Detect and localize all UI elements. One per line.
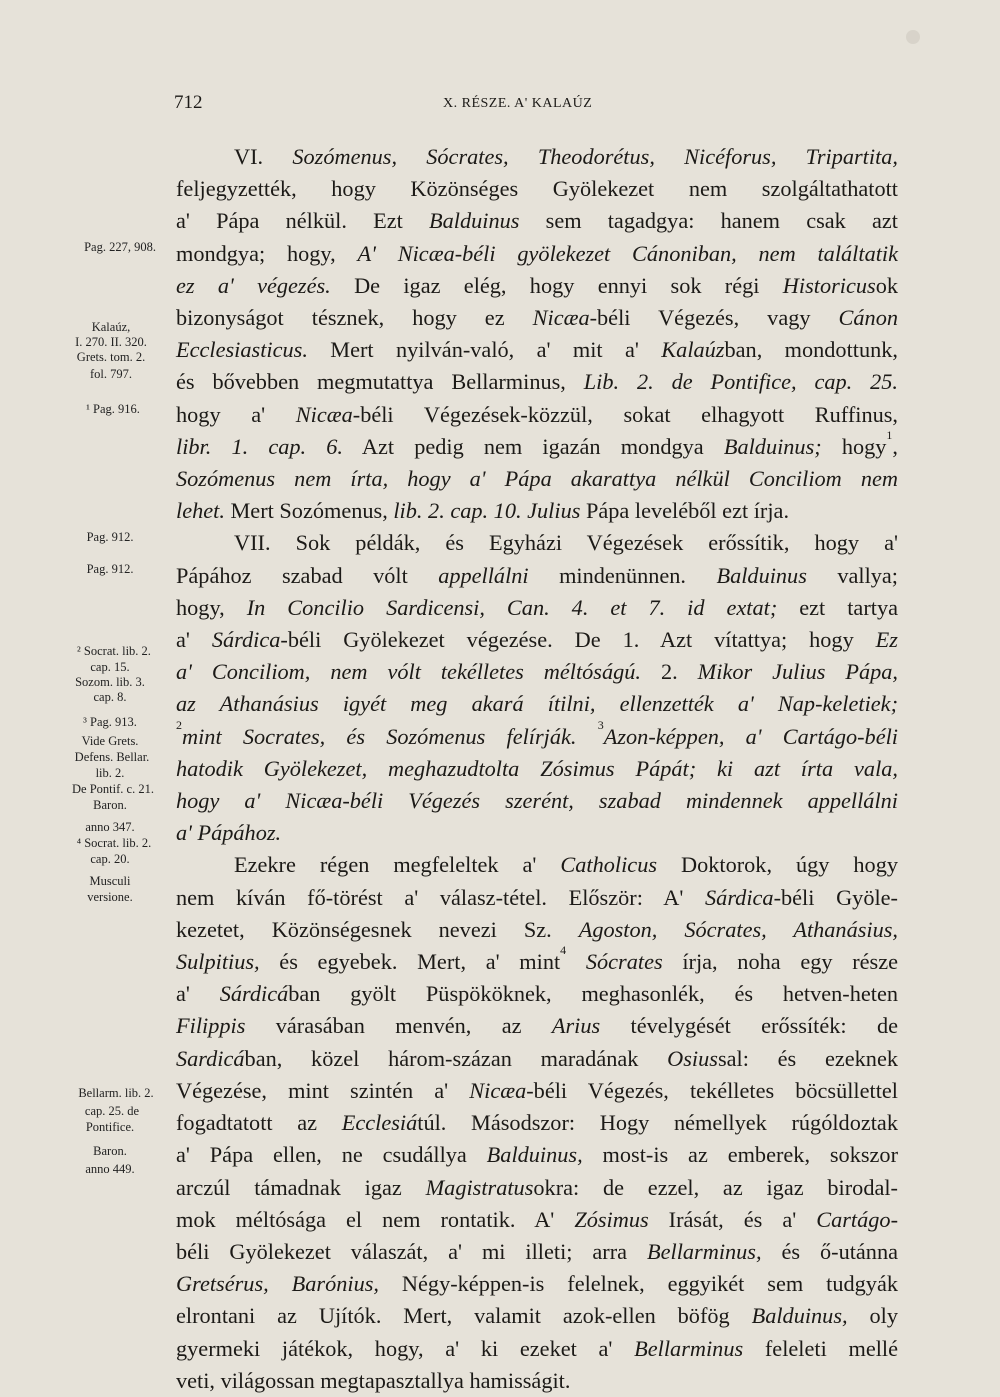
text-segment: Sulpitius, (176, 949, 260, 975)
margin-note: Pag. 912. (86, 530, 134, 544)
text-segment: túl. Másodszor: Hogy némellyek rúgóldoztak (417, 1110, 898, 1136)
text-segment: Mert nyilván-való, a' mit a' (307, 337, 662, 363)
text-line (176, 141, 898, 173)
text-segment: Lib. 2. de Pontifice, cap. 25. (583, 369, 898, 395)
text-segment: Sárdicá (219, 981, 289, 1007)
text-segment: , (892, 433, 898, 459)
text-segment: Nicæa (295, 401, 353, 427)
text-line (176, 1365, 898, 1397)
text-segment: Sócrates (585, 949, 663, 975)
margin-note: ² Socrat. lib. 2. (77, 644, 151, 658)
text-segment: Nicæa (469, 1077, 527, 1103)
text-segment: nem kíván fő-törést a' válasz-tétel. Először: A' (176, 884, 706, 910)
text-segment: béli Gyölekezet válaszát, a' mi illeti; arra (176, 1238, 647, 1264)
text-segment: A' Nicæa-béli gyölekezet Cánoniban, nem találtatik (357, 240, 898, 266)
text-segment: VII. Sok példák, és Egyházi Végezések erőssítik, hogy a' (234, 530, 898, 556)
text-segment: appellálni (438, 562, 529, 588)
text-segment: Doktorok, úgy hogy (657, 852, 898, 878)
text-segment: a' (176, 981, 220, 1007)
text-segment: gyermeki játékok, hogy, a' ki ezeket a' (176, 1335, 635, 1361)
margin-note: Baron. (93, 1144, 127, 1158)
text-line (176, 1043, 898, 1075)
text-line (176, 592, 898, 624)
text-segment: várasában menvén, az (245, 1013, 552, 1039)
paper-stain (906, 30, 920, 44)
footnote-marker: 1 (886, 427, 893, 442)
text-segment: és egyebek. Mert, a' mint (259, 949, 561, 975)
text-segment: Cartágo- (816, 1206, 898, 1232)
text-segment: -béli Gyölekezet végezése. De 1. Azt vítattya; hogy (280, 627, 876, 653)
footnote-marker: 2 (176, 717, 182, 732)
text-segment: ban gyölt Püspököknek, meghasonlék, és hetven-heten (288, 981, 898, 1007)
text-line (176, 366, 898, 398)
text-segment: a' Pápához. (176, 820, 282, 846)
text-line (176, 1075, 898, 1107)
text-segment: mondgya; hogy, (176, 240, 358, 266)
text-segment: hogy, (176, 594, 247, 620)
text-segment: Azon-képpen, a' Cartágo-béli (603, 723, 898, 749)
text-line (176, 1010, 898, 1042)
text-segment: Irását, és a' (648, 1206, 817, 1232)
text-segment: Agoston, Sócrates, Athanásius, (578, 916, 899, 942)
text-segment: hogy a' Nicæa-béli Végezés szerént, szabad mindennek appellálni (176, 788, 898, 814)
text-segment: mint Socrates, és Sozómenus felírják. (182, 723, 577, 749)
text-segment: ez a' végezés. (176, 272, 331, 298)
text-segment: VI. (234, 144, 293, 169)
text-line (176, 624, 898, 656)
margin-note: cap. 20. (90, 852, 130, 866)
margin-note: Sozom. lib. 3. (75, 675, 145, 689)
text-segment: De igaz elég, hogy ennyi sok régi (330, 272, 783, 298)
text-segment: Sozómenus, Sócrates, Theodorétus, Nicéforus, Tripartita, (292, 144, 898, 169)
page-number: 712 (174, 92, 203, 113)
margin-note: I. 270. II. 320. (75, 335, 147, 349)
body-text (176, 141, 898, 1397)
text-segment: Filippis (176, 1013, 246, 1039)
text-segment: Ecclesiasticus. (176, 337, 308, 363)
margin-note: anno 347. (85, 820, 135, 834)
text-segment: 2. (641, 659, 698, 685)
margin-note: cap. 25. de (84, 1104, 140, 1118)
text-segment: arczúl támadnak igaz (176, 1174, 426, 1200)
text-line (176, 334, 898, 366)
text-segment: írja, noha egy része (662, 949, 898, 975)
text-line (176, 1107, 898, 1139)
text-segment: okra: de ezzel, az igaz birodal- (533, 1174, 898, 1200)
text-segment: Kalaúz (661, 337, 725, 363)
text-line (176, 527, 898, 559)
text-segment: ban, mondottunk, (724, 337, 898, 363)
text-segment: -béli Gyöle- (773, 884, 898, 910)
margin-note: Vide Grets. (81, 734, 139, 748)
text-segment: Balduinus, (486, 1142, 583, 1168)
text-line (176, 399, 898, 431)
text-segment: -béli Végezések-közzül, sokat elhagyott Ruffinus, (352, 401, 898, 427)
text-line (176, 1204, 898, 1236)
text-line (176, 270, 898, 302)
margin-note: versione. (87, 890, 133, 904)
text-segment: és ő-utánna (761, 1238, 898, 1264)
text-line (176, 717, 898, 753)
text-segment: Sárdica (211, 627, 281, 653)
text-segment: sal: és ezeknek (717, 1045, 898, 1071)
text-line (176, 205, 898, 237)
text-segment: Magistratus (425, 1174, 534, 1200)
text-segment: Catholicus (560, 852, 658, 878)
text-segment: a' Conciliom, nem vólt tekélletes méltóságú. (176, 659, 641, 685)
margin-note: cap. 15. (90, 660, 130, 674)
text-segment: In Concilio Sardicensi, Can. 4. et 7. id extat; (246, 594, 778, 620)
text-segment: ban, közel három-százan maradának (244, 1045, 668, 1071)
margin-note: De Pontif. c. 21. (72, 782, 154, 796)
text-segment: oly (847, 1303, 898, 1329)
text-segment: veti, világossan megtapasztallya hamisságit. (176, 1367, 571, 1393)
text-segment: feljegyzették, hogy Közönséges Gyölekezet nem szolgáltathatott (176, 176, 898, 202)
text-line (176, 427, 898, 463)
margin-note: ⁴ Socrat. lib. 2. (76, 836, 152, 850)
text-segment: a' (176, 627, 212, 653)
text-segment: most-is az emberek, sokszor (582, 1142, 898, 1168)
text-line (176, 1139, 898, 1171)
text-segment: Balduinus (716, 562, 807, 588)
text-segment: Cánon (838, 305, 898, 331)
margin-note: Kalaúz, (91, 320, 131, 334)
text-segment: fogadtatott az (176, 1110, 342, 1136)
text-segment (566, 949, 586, 974)
text-line (176, 688, 898, 720)
text-segment: Mert Sozómenus, (224, 498, 394, 524)
text-segment: -béli Végezés, tekélletes böcsüllettel (526, 1077, 899, 1103)
text-segment: Osius (667, 1045, 718, 1071)
text-segment: Pápa leveléből ezt írja. (580, 498, 790, 524)
text-line (176, 849, 898, 881)
text-segment: Ezekre régen megfeleltek a' (234, 852, 561, 878)
text-segment: Bellarminus, (646, 1238, 762, 1264)
text-segment: bizonyságot tésznek, hogy ez (176, 305, 533, 331)
text-segment: Zósimus (574, 1206, 649, 1232)
text-segment: Sozómenus nem írta, hogy a' Pápa akarattya nélkül Conciliom nem (176, 466, 898, 492)
margin-note: Defens. Bellar. (74, 750, 150, 764)
text-line (176, 978, 898, 1010)
text-line (176, 656, 898, 688)
text-segment: mindenünnen. (528, 562, 717, 588)
text-line (176, 238, 898, 270)
text-segment: és bővebben megmutattya Bellarminus, (176, 369, 584, 395)
text-segment: hatodik Gyölekezet, meghazudtolta Zósimus Pápát; ki azt írta vala, (176, 755, 898, 781)
text-segment: Gretsérus, Barónius, (176, 1271, 379, 1297)
text-segment: tévelygését erőssíték: de (600, 1013, 898, 1039)
text-segment: Sárdica (705, 884, 774, 910)
text-segment: Ez (875, 627, 898, 653)
text-segment: Balduinus (429, 208, 520, 234)
text-segment: kezetet, Közönségesnek nevezi Sz. (176, 916, 579, 942)
text-segment: Balduinus; (723, 433, 822, 459)
text-segment: -béli Végezés, vagy (589, 305, 839, 331)
text-segment: Bellarminus (634, 1335, 744, 1361)
margin-note: fol. 797. (89, 367, 132, 381)
text-segment: Sardicá (176, 1045, 245, 1071)
margin-note: cap. 8. (93, 690, 127, 704)
text-segment: Balduinus, (751, 1303, 848, 1329)
text-segment: lib. 2. cap. 10. Julius (393, 498, 581, 524)
text-segment: elrontani az Ujítók. Mert, valamit azok-ellen böfög (176, 1303, 752, 1329)
text-segment: ok (875, 272, 898, 298)
text-line (176, 1333, 898, 1365)
margin-note: Pag. 227, 908. (84, 240, 156, 254)
margin-note: Pag. 912. (86, 562, 134, 576)
text-segment: Arius (551, 1013, 601, 1039)
margin-note: Baron. (93, 798, 127, 812)
text-segment: a' Pápa ellen, ne csudállya (176, 1142, 487, 1168)
text-line (176, 1172, 898, 1204)
text-line (176, 560, 898, 592)
text-line (176, 1236, 898, 1268)
text-segment: Végezése, mint szintén a' (176, 1077, 470, 1103)
page-header (0, 92, 1000, 122)
text-line (176, 1268, 898, 1300)
text-line (176, 463, 898, 495)
margin-note: lib. 2. (95, 766, 125, 780)
text-line (176, 785, 898, 817)
text-segment: hogy a' (176, 401, 296, 427)
text-line (176, 817, 898, 849)
margin-note: Musculi (89, 874, 131, 888)
text-line (176, 943, 898, 978)
margin-note: ¹ Pag. 916. (86, 402, 140, 416)
text-line (176, 302, 898, 334)
text-line (176, 173, 898, 205)
running-head: X. RÉSZE. A' KALAÚZ (443, 96, 593, 111)
text-line (176, 1300, 898, 1332)
margin-note: anno 449. (85, 1162, 135, 1176)
text-segment: libr. 1. cap. 6. (176, 433, 343, 459)
text-segment: lehet. (176, 498, 225, 524)
text-line (176, 495, 898, 527)
text-segment: Ecclesiá (341, 1110, 418, 1136)
margin-note: Grets. tom. 2. (76, 350, 146, 364)
text-line (176, 882, 898, 914)
margin-note: Bellarm. lib. 2. (78, 1086, 154, 1100)
text-segment: ezt tartya (777, 594, 898, 620)
text-segment: Mikor Julius Pápa, (697, 659, 899, 685)
footnote-marker: 4 (560, 943, 567, 958)
margin-note: ³ Pag. 913. (83, 715, 137, 729)
text-segment: vallya; (806, 562, 899, 588)
margin-note: Pontifice. (85, 1120, 135, 1134)
text-segment: mok méltósága el nem rontatik. A' (176, 1206, 575, 1232)
text-segment: sem tagadgya: hanem csak azt (519, 208, 898, 234)
text-segment: Historicus (782, 272, 876, 298)
text-segment: a' Pápa nélkül. Ezt (176, 208, 430, 234)
footnote-marker: 3 (597, 717, 604, 732)
text-segment: feleleti mellé (743, 1335, 898, 1361)
text-segment: Pápához szabad vólt (176, 562, 439, 588)
text-segment: hogy (821, 433, 887, 459)
text-segment (577, 724, 598, 749)
text-segment: Azt pedig nem igazán mondgya (342, 433, 724, 459)
text-line (176, 914, 898, 946)
text-segment: Nicæa (532, 305, 590, 331)
text-segment: az Athanásius igyét meg akará ítilni, ellenzették a' Nap-keletiek; (176, 691, 898, 717)
text-line (176, 753, 898, 785)
text-segment: Négy-képpen-is felelnek, eggyikét sem tudgyák (378, 1271, 898, 1297)
